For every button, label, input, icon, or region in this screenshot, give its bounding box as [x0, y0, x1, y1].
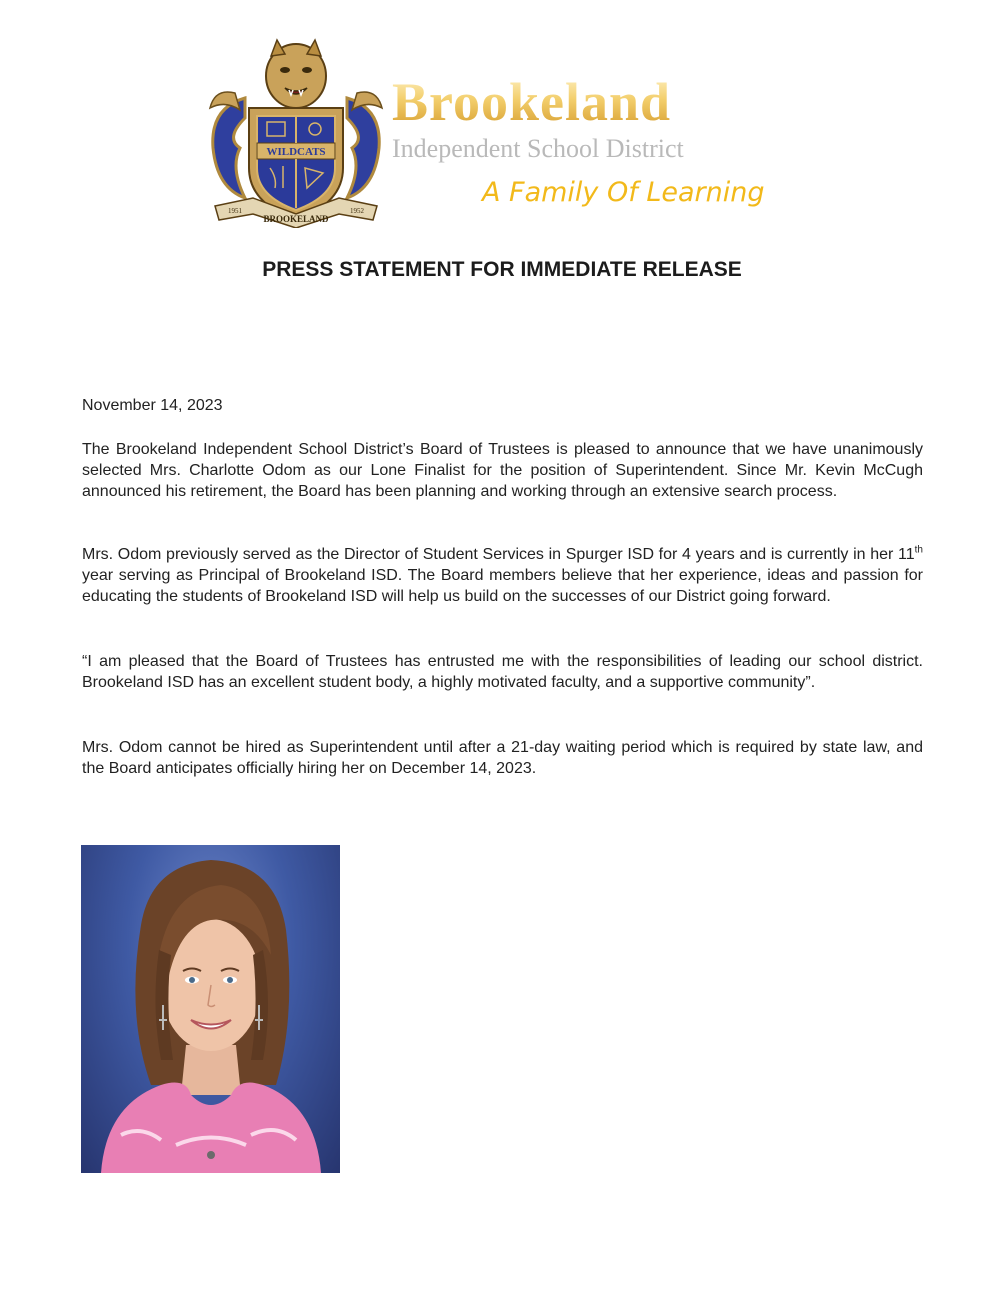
district-tagline: A Family Of Learning	[482, 177, 765, 208]
press-statement-headline: PRESS STATEMENT FOR IMMEDIATE RELEASE	[262, 258, 742, 281]
crest-brookeland-text: BROOKELAND	[263, 214, 329, 224]
paragraph-quote: “I am pleased that the Board of Trustees has entrusted me with the responsibilities of leading our school district. Brookeland ISD has an excellent student body, a highly motivated faculty, and a supportive community”.	[82, 653, 923, 691]
paragraph-background-part1: Mrs. Odom previously served as the Director of Student Services in Spurger ISD for 4 years and is currently in her 11	[82, 546, 915, 563]
crest-wildcats-text: WILDCATS	[266, 146, 326, 158]
paragraph-background	[82, 545, 923, 607]
paragraph-hiring-timeline: Mrs. Odom cannot be hired as Superintendent until after a 21-day waiting period which is required by state law, and the Board anticipates officially hiring her on December 14, 2023.	[82, 739, 923, 777]
district-crest-logo	[205, 38, 387, 228]
crest-ribbon-left-text: 1951	[228, 207, 242, 215]
crest-ribbon-right-text: 1952	[350, 207, 364, 215]
portrait-photo	[81, 845, 340, 1173]
district-name-title: Brookeland	[392, 72, 672, 132]
ordinal-superscript: th	[914, 544, 923, 556]
paragraph-announcement: The Brookeland Independent School District’s Board of Trustees is pleased to announce that we have unanimously selected Mrs. Charlotte Odom as our Lone Finalist for the position of Superintendent. Since Mr. Kevin McCugh announced his retirement, the Board has been planning and working through an extensive search process.	[82, 441, 923, 500]
district-subtitle: Independent School District	[392, 134, 684, 163]
statement-date: November 14, 2023	[82, 397, 223, 414]
paragraph-background-part2: year serving as Principal of Brookeland ISD. The Board members believe that her experience, ideas and passion for educating the students of Brookeland ISD will help us build on the successes of our District going forward.	[82, 566, 923, 605]
